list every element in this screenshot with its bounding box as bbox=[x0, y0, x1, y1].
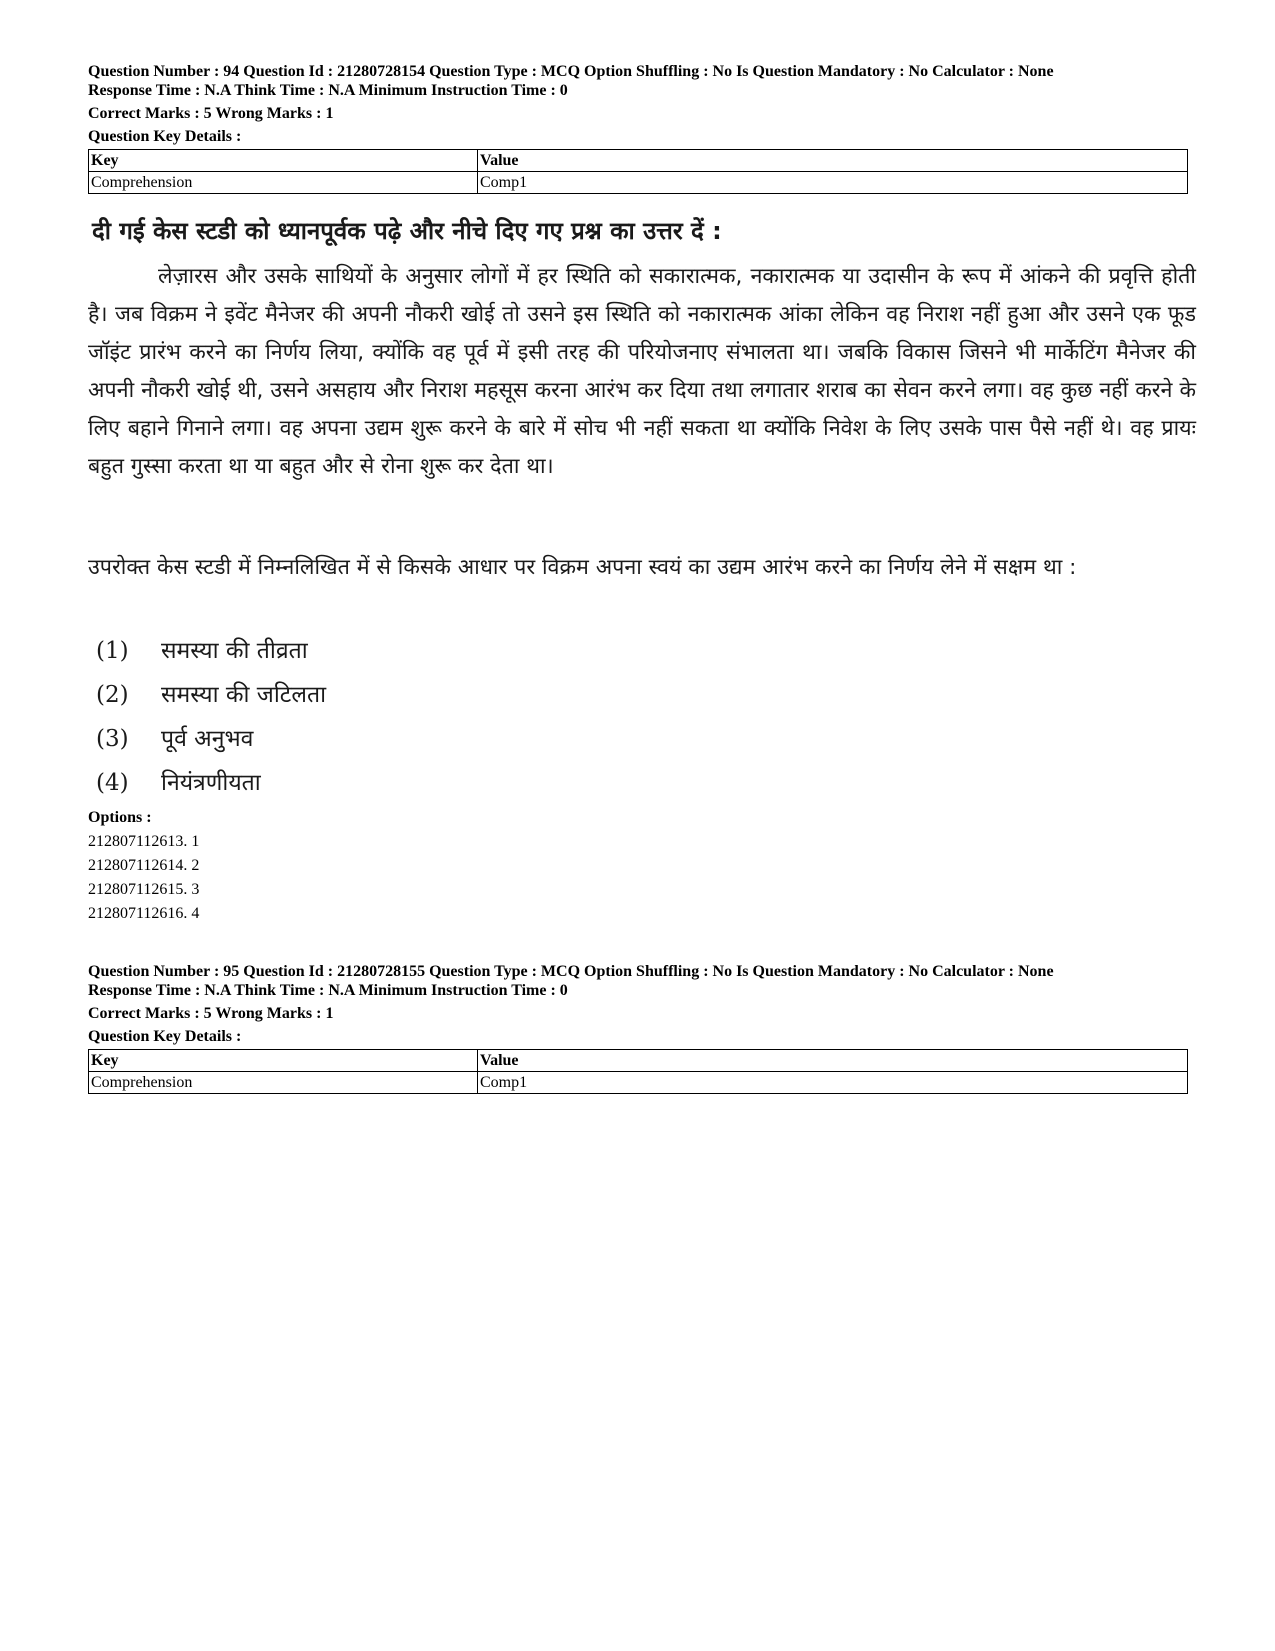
options-label: Options : bbox=[88, 809, 152, 826]
answer-choice-2 bbox=[96, 673, 326, 717]
option-id-1: 212807112613. 1 bbox=[88, 833, 200, 850]
key-cell: Comprehension bbox=[89, 172, 478, 194]
value-cell: Comp1 bbox=[478, 1072, 1188, 1094]
question-94-key-details-label: Question Key Details : bbox=[88, 128, 242, 145]
choice-number: (3) bbox=[96, 726, 129, 752]
value-header-cell: Value bbox=[478, 1050, 1188, 1072]
choice-number: (2) bbox=[96, 682, 129, 708]
question-text: उपरोक्त केस स्टडी में निम्नलिखित में से किसके आधार पर विक्रम अपना स्वयं का उद्यम आरंभ करने का निर्णय लेने में सक्षम था : bbox=[88, 555, 1077, 580]
key-header-cell: Key bbox=[89, 150, 478, 172]
choice-text: समस्या की तीव्रता bbox=[161, 638, 308, 664]
choice-text: समस्या की जटिलता bbox=[161, 682, 327, 708]
option-id-2: 212807112614. 2 bbox=[88, 857, 200, 874]
answer-choice-1 bbox=[96, 629, 326, 673]
choice-number: (1) bbox=[96, 638, 129, 664]
answer-choice-4 bbox=[96, 761, 326, 805]
question-94-header bbox=[88, 62, 1188, 194]
question-95-marks: Correct Marks : 5 Wrong Marks : 1 bbox=[88, 1005, 334, 1022]
answer-choice-3 bbox=[96, 717, 326, 761]
case-study-instruction: दी गई केस स्टडी को ध्यानपूर्वक पढ़े और नीचे दिए गए प्रश्न का उत्तर दें : bbox=[92, 217, 722, 245]
question-94-timing: Response Time : N.A Think Time : N.A Minimum Instruction Time : 0 bbox=[88, 82, 568, 99]
question-95-key-details-label: Question Key Details : bbox=[88, 1028, 242, 1045]
key-cell: Comprehension bbox=[89, 1072, 478, 1094]
question-94-marks: Correct Marks : 5 Wrong Marks : 1 bbox=[88, 105, 334, 122]
key-table-header-row bbox=[89, 150, 1188, 172]
choice-text: पूर्व अनुभव bbox=[161, 726, 254, 752]
answer-choices bbox=[96, 629, 326, 805]
options-list bbox=[88, 806, 199, 926]
key-table-row bbox=[89, 1072, 1188, 1094]
question-95-header bbox=[88, 962, 1188, 1094]
option-id-4: 212807112616. 4 bbox=[88, 905, 200, 922]
question-94-meta: Question Number : 94 Question Id : 21280728154 Question Type : MCQ Option Shuffling : No Is Question Mandatory : No Calculator : None bbox=[88, 63, 1054, 80]
choice-text: नियंत्रणीयता bbox=[161, 770, 261, 796]
choice-number: (4) bbox=[96, 770, 129, 796]
case-study-passage: लेज़ारस और उसके साथियों के अनुसार लोगों में हर स्थिति को सकारात्मक, नकारात्मक या उदासीन के रूप में आंकने की प्रवृत्ति होती है। जब विक्रम ने इवेंट मैनेजर की अपनी नौकरी खोई तो उसने इस स्थिति को नकारात्मक आंका लेकिन वह निराश नहीं हुआ और उसने एक फूड जॉइंट प्रारंभ करने का निर्णय लिया, क्योंकि वह पूर्व में इसी तरह की परियोजनाए संभालता था। जबकि विकास जिसने भी मार्केटिंग मैनेजर की अपनी नौकरी खोई थी, उसने असहाय और निराश महसूस करना आरंभ कर दिया तथा लगातार शराब का सेवन करने लगा। वह कुछ नहीं करने के लिए बहाने गिनाने लगा। वह अपना उद्यम शुरू करने के बारे में सोच भी नहीं सकता था क्योंकि निवेश के लिए उसके पास पैसे नहीं थे। वह प्रायः बहुत गुस्सा करता था या बहुत और से रोना शुरू कर देता था। bbox=[88, 264, 1196, 479]
value-header-cell: Value bbox=[478, 150, 1188, 172]
key-table-header-row bbox=[89, 1050, 1188, 1072]
key-header-cell: Key bbox=[89, 1050, 478, 1072]
question-95-timing: Response Time : N.A Think Time : N.A Minimum Instruction Time : 0 bbox=[88, 982, 568, 999]
option-id-3: 212807112615. 3 bbox=[88, 881, 200, 898]
question-95-meta: Question Number : 95 Question Id : 21280728155 Question Type : MCQ Option Shuffling : No Is Question Mandatory : No Calculator : None bbox=[88, 963, 1054, 980]
question-94-key-table bbox=[88, 149, 1188, 194]
key-table-row bbox=[89, 172, 1188, 194]
value-cell: Comp1 bbox=[478, 172, 1188, 194]
question-95-key-table bbox=[88, 1049, 1188, 1094]
